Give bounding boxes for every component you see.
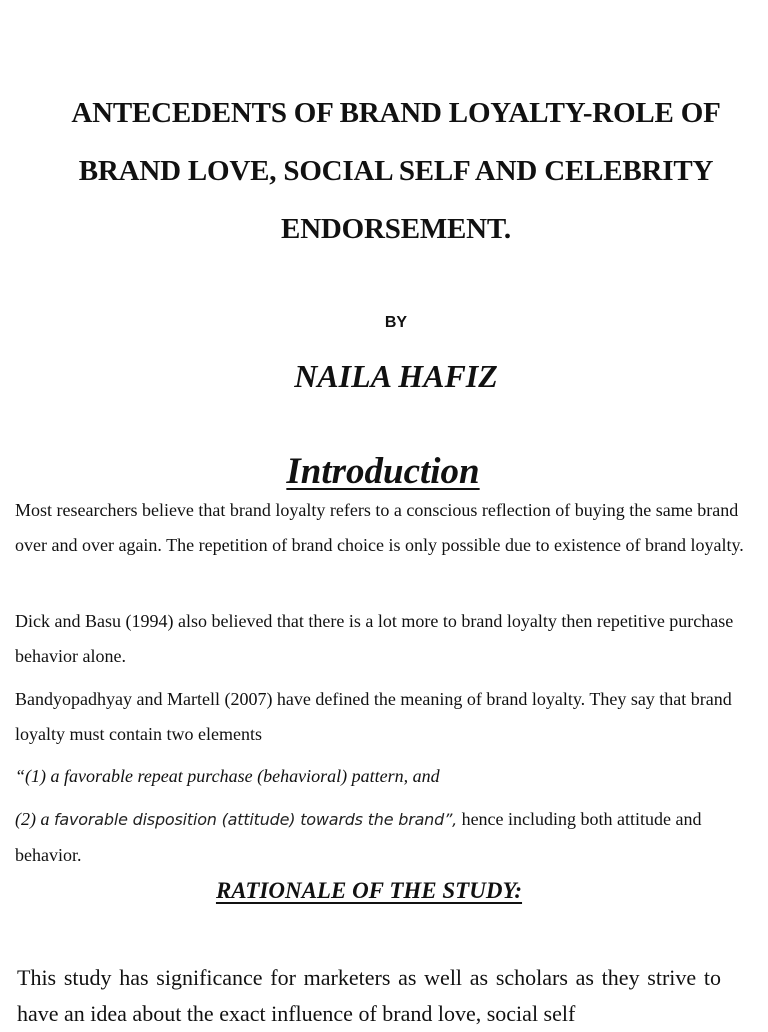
title-line-1: ANTECEDENTS OF BRAND LOYALTY-ROLE OF	[71, 97, 721, 129]
quote-line-2	[15, 802, 755, 872]
quote-part-c: hence including both attitude and behavior.	[15, 809, 702, 865]
intro-paragraph-1: Most researchers believe that brand loyalty refers to a conscious reflection of buying the same brand over and over again. The repetition of brand choice is only possible due to existence of brand loyalty.	[15, 500, 744, 555]
quote-line-1: “(1) a favorable repeat purchase (behavioral) pattern, and	[15, 766, 440, 786]
author-name: NAILA HAFIZ	[294, 358, 498, 394]
intro-paragraph-3: Bandyopadhyay and Martell (2007) have defined the meaning of brand loyalty. They say that brand loyalty must contain two elements	[15, 689, 732, 744]
intro-paragraph-2: Dick and Basu (1994) also believed that there is a lot more to brand loyalty then repetitive purchase behavior alone.	[15, 611, 734, 666]
rationale-paragraph: This study has significance for marketers as well as scholars as they strive to have an idea about the exact influence of brand love, social self	[17, 965, 721, 1026]
rationale-heading: RATIONALE OF THE STUDY:	[215, 878, 523, 903]
paper-title	[20, 84, 768, 258]
quote-part-a: (2) a	[15, 809, 54, 829]
title-line-3: ENDORSEMENT.	[281, 213, 511, 245]
introduction-heading: Introduction	[286, 451, 480, 492]
quote-part-b: favorable disposition (attitude) towards the brand”,	[54, 810, 458, 829]
byline: BY	[384, 314, 408, 331]
title-line-2: BRAND LOVE, SOCIAL SELF AND CELEBRITY	[78, 155, 714, 187]
